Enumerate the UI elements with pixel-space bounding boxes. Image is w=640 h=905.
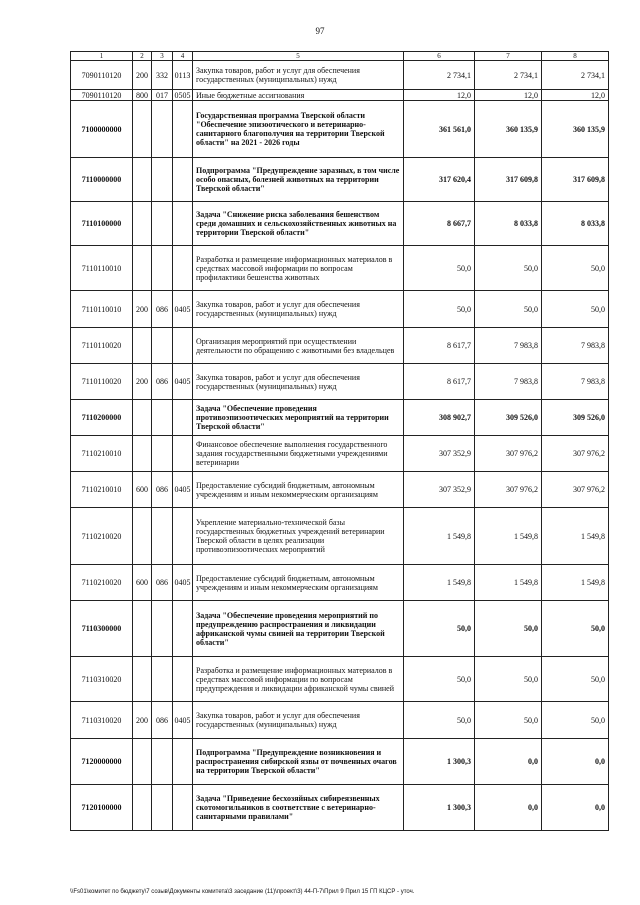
cell-target-code: 7100000000: [71, 101, 133, 158]
header-cell: 7: [475, 52, 542, 61]
cell-administrator: 017: [152, 90, 173, 101]
cell-amount-1: 2 734,1: [404, 61, 475, 90]
cell-amount-2: 12,0: [475, 90, 542, 101]
cell-expense-type: 200: [133, 702, 152, 739]
table-row: [71, 657, 609, 702]
cell-amount-1: 8 617,7: [404, 364, 475, 400]
cell-amount-2: 360 135,9: [475, 101, 542, 158]
cell-target-code: 7110110010: [71, 291, 133, 328]
cell-administrator: [152, 508, 173, 565]
cell-amount-3: 307 976,2: [542, 472, 609, 508]
cell-name: Задача "Обеспечение проведения мероприятий по предупреждению распространения и ликвидации африканской чумы свиней на территории Тверской области": [193, 601, 404, 657]
cell-administrator: 086: [152, 472, 173, 508]
cell-expense-type: [133, 202, 152, 246]
table-row: [71, 328, 609, 364]
table-row: [71, 565, 609, 601]
cell-target-code: 7110210020: [71, 508, 133, 565]
cell-target-code: 7110200000: [71, 400, 133, 436]
cell-administrator: [152, 785, 173, 831]
cell-amount-2: 2 734,1: [475, 61, 542, 90]
cell-target-code: 7110210010: [71, 472, 133, 508]
table-row: [71, 739, 609, 785]
cell-amount-1: 12,0: [404, 90, 475, 101]
cell-amount-3: 50,0: [542, 657, 609, 702]
cell-amount-2: 0,0: [475, 739, 542, 785]
cell-administrator: [152, 739, 173, 785]
cell-target-code: 7120000000: [71, 739, 133, 785]
cell-section: [173, 601, 193, 657]
cell-expense-type: [133, 739, 152, 785]
cell-target-code: 7110310020: [71, 657, 133, 702]
cell-expense-type: 200: [133, 364, 152, 400]
cell-section: 0113: [173, 61, 193, 90]
cell-amount-1: 307 352,9: [404, 436, 475, 472]
cell-section: [173, 436, 193, 472]
cell-administrator: 332: [152, 61, 173, 90]
table-row: [71, 246, 609, 291]
table-row: [71, 291, 609, 328]
cell-amount-3: 0,0: [542, 785, 609, 831]
cell-name: Предоставление субсидий бюджетным, автономным учреждениям и иным некоммерческим организациям: [193, 472, 404, 508]
cell-amount-3: 50,0: [542, 291, 609, 328]
cell-name: Государственная программа Тверской области "Обеспечение эпизоотического и ветеринарно-санитарного благополучия на территории Тверской области" на 2021 - 2026 годы: [193, 101, 404, 158]
cell-section: 0405: [173, 565, 193, 601]
cell-administrator: 086: [152, 565, 173, 601]
cell-amount-3: 309 526,0: [542, 400, 609, 436]
cell-target-code: 7110000000: [71, 158, 133, 202]
cell-section: [173, 400, 193, 436]
cell-administrator: [152, 436, 173, 472]
cell-amount-2: 50,0: [475, 291, 542, 328]
cell-name: Разработка и размещение информационных материалов в средствах массовой информации по вопросам предупреждения и ликвидации африканской чумы свиней: [193, 657, 404, 702]
cell-target-code: 7110110010: [71, 246, 133, 291]
cell-amount-3: 50,0: [542, 702, 609, 739]
table-row: [71, 702, 609, 739]
header-cell: 5: [193, 52, 404, 61]
footer-file-path: \\Fs01\комитет по бюджету\7 созыв\Документы комитета\3 заседание (11)\проект\3) 44-П-7\Прил 9 Прил 15 ГП КЦСР - уточ.: [70, 889, 415, 895]
cell-amount-3: 7 983,8: [542, 328, 609, 364]
cell-administrator: [152, 246, 173, 291]
cell-target-code: 7110210020: [71, 565, 133, 601]
table-row: [71, 202, 609, 246]
cell-section: 0405: [173, 702, 193, 739]
cell-amount-3: 2 734,1: [542, 61, 609, 90]
cell-name: Закупка товаров, работ и услуг для обеспечения государственных (муниципальных) нужд: [193, 364, 404, 400]
cell-amount-2: 307 976,2: [475, 472, 542, 508]
cell-target-code: 7110100000: [71, 202, 133, 246]
cell-administrator: [152, 657, 173, 702]
table-row: [71, 508, 609, 565]
cell-amount-1: 308 902,7: [404, 400, 475, 436]
cell-amount-2: 50,0: [475, 657, 542, 702]
cell-expense-type: [133, 400, 152, 436]
cell-administrator: 086: [152, 364, 173, 400]
cell-amount-3: 1 549,8: [542, 508, 609, 565]
cell-target-code: 7090110120: [71, 90, 133, 101]
header-cell: 1: [71, 52, 133, 61]
cell-amount-1: 50,0: [404, 657, 475, 702]
cell-section: [173, 246, 193, 291]
cell-section: 0505: [174, 90, 191, 100]
cell-target-code: 7110110020: [71, 364, 133, 400]
cell-administrator: [152, 328, 173, 364]
cell-name: Предоставление субсидий бюджетным, автономным учреждениям и иным некоммерческим организациям: [193, 565, 404, 601]
cell-expense-type: 200: [133, 61, 152, 90]
cell-name: Закупка товаров, работ и услуг для обеспечения государственных (муниципальных) нужд: [193, 61, 404, 90]
table-row: [71, 436, 609, 472]
cell-name: Иные бюджетные ассигнования: [193, 90, 404, 101]
cell-name: Задача "Обеспечение проведения противоэпизоотических мероприятий на территории Тверской области": [193, 400, 404, 436]
cell-amount-2: 0,0: [475, 785, 542, 831]
cell-section: [173, 657, 193, 702]
cell-expense-type: [133, 436, 152, 472]
cell-amount-2: 317 609,8: [475, 158, 542, 202]
table-row: [71, 61, 609, 90]
cell-amount-2: 309 526,0: [475, 400, 542, 436]
cell-amount-1: 50,0: [404, 246, 475, 291]
cell-administrator: [152, 101, 173, 158]
table-row: [71, 472, 609, 508]
cell-amount-3: 317 609,8: [542, 158, 609, 202]
cell-amount-1: 317 620,4: [404, 158, 475, 202]
cell-amount-3: 7 983,8: [542, 364, 609, 400]
cell-amount-1: 1 549,8: [404, 508, 475, 565]
budget-table: [70, 51, 609, 831]
cell-amount-1: 361 561,0: [404, 101, 475, 158]
cell-expense-type: 200: [133, 291, 152, 328]
page-number: 97: [315, 26, 325, 36]
cell-name: Финансовое обеспечение выполнения государственного задания государственными бюджетными учреждениями ветеринарии: [193, 436, 404, 472]
cell-section: 0405: [173, 291, 193, 328]
table-header-row: [71, 52, 609, 61]
cell-amount-3: 8 033,8: [542, 202, 609, 246]
cell-expense-type: [133, 785, 152, 831]
cell-name: Задача "Снижение риска заболевания бешенством среди домашних и сельскохозяйственных животных на территории Тверской области": [193, 202, 404, 246]
cell-name: Укрепление материально-технической базы государственных бюджетных учреждений ветеринарии Тверской области в целях реализации противоэпизоотических мероприятий: [193, 508, 404, 565]
cell-administrator: [152, 158, 173, 202]
cell-expense-type: [133, 158, 152, 202]
cell-amount-1: 8 667,7: [404, 202, 475, 246]
cell-section: [173, 739, 193, 785]
cell-name: Подпрограмма "Предупреждение возникновения и распространения сибирской язвы от почвенных очагов на территории Тверской области": [193, 739, 404, 785]
cell-expense-type: 600: [133, 472, 152, 508]
table-row: [71, 400, 609, 436]
cell-administrator: 086: [152, 291, 173, 328]
table-row: [71, 101, 609, 158]
cell-administrator: 086: [152, 702, 173, 739]
cell-name: Подпрограмма "Предупреждение заразных, в том числе особо опасных, болезней животных на территории Тверской области": [193, 158, 404, 202]
cell-amount-3: 360 135,9: [542, 101, 609, 158]
table-row: [71, 601, 609, 657]
cell-section: [173, 158, 193, 202]
header-cell: 2: [133, 52, 152, 61]
cell-amount-3: 1 549,8: [542, 565, 609, 601]
cell-amount-2: 8 033,8: [475, 202, 542, 246]
cell-amount-1: 1 300,3: [404, 739, 475, 785]
cell-name: Организация мероприятий при осуществлении деятельности по обращению с животными без владельцев: [193, 328, 404, 364]
cell-amount-2: 50,0: [475, 702, 542, 739]
cell-target-code: 7090110120: [71, 61, 133, 90]
cell-administrator: [152, 202, 173, 246]
cell-amount-1: 307 352,9: [404, 472, 475, 508]
cell-expense-type: [133, 508, 152, 565]
cell-amount-1: 8 617,7: [404, 328, 475, 364]
cell-amount-3: 12,0: [542, 90, 609, 101]
cell-administrator: [152, 400, 173, 436]
cell-amount-3: 0,0: [542, 739, 609, 785]
cell-name: Закупка товаров, работ и услуг для обеспечения государственных (муниципальных) нужд: [193, 291, 404, 328]
cell-target-code: 7110110020: [71, 328, 133, 364]
table-row: [71, 785, 609, 831]
cell-amount-2: 307 976,2: [475, 436, 542, 472]
cell-amount-2: 7 983,8: [475, 364, 542, 400]
header-cell: 3: [152, 52, 173, 61]
cell-section: [173, 328, 193, 364]
cell-amount-2: 1 549,8: [475, 565, 542, 601]
cell-target-code: 7120100000: [71, 785, 133, 831]
cell-amount-1: 1 300,3: [404, 785, 475, 831]
cell-amount-2: 7 983,8: [475, 328, 542, 364]
cell-amount-2: 50,0: [475, 246, 542, 291]
cell-expense-type: [133, 101, 152, 158]
header-cell: 6: [404, 52, 475, 61]
cell-expense-type: 600: [133, 565, 152, 601]
cell-name: Разработка и размещение информационных материалов в средствах массовой информации по вопросам профилактики бешенства животных: [193, 246, 404, 291]
cell-section: 0405: [173, 364, 193, 400]
header-cell: 4: [173, 52, 193, 61]
cell-amount-2: 1 549,8: [475, 508, 542, 565]
cell-amount-1: 50,0: [404, 601, 475, 657]
cell-amount-2: 50,0: [475, 601, 542, 657]
cell-amount-1: 1 549,8: [404, 565, 475, 601]
cell-amount-3: 50,0: [542, 601, 609, 657]
cell-expense-type: 800: [133, 90, 152, 101]
table-row: [71, 158, 609, 202]
cell-section: [173, 101, 193, 158]
cell-amount-3: 307 976,2: [542, 436, 609, 472]
cell-section: 0405: [173, 472, 193, 508]
table-body: [71, 52, 609, 831]
cell-section: [173, 202, 193, 246]
cell-expense-type: [133, 246, 152, 291]
cell-amount-3: 50,0: [542, 246, 609, 291]
cell-expense-type: [133, 601, 152, 657]
cell-name: Задача "Приведение бесхозяйных сибиреязвенных скотомогильников в соответствие с ветеринарно-санитарными правилами": [193, 785, 404, 831]
cell-target-code: 7110210010: [71, 436, 133, 472]
cell-amount-1: 50,0: [404, 702, 475, 739]
cell-expense-type: [133, 328, 152, 364]
cell-section: [173, 508, 193, 565]
cell-administrator: [152, 601, 173, 657]
cell-target-code: 7110300000: [71, 601, 133, 657]
table-row: [71, 90, 609, 101]
cell-expense-type: [133, 657, 152, 702]
cell-target-code: 7110310020: [71, 702, 133, 739]
header-cell: 8: [542, 52, 609, 61]
cell-amount-1: 50,0: [404, 291, 475, 328]
cell-name: Закупка товаров, работ и услуг для обеспечения государственных (муниципальных) нужд: [193, 702, 404, 739]
cell-section: [173, 785, 193, 831]
table-row: [71, 364, 609, 400]
